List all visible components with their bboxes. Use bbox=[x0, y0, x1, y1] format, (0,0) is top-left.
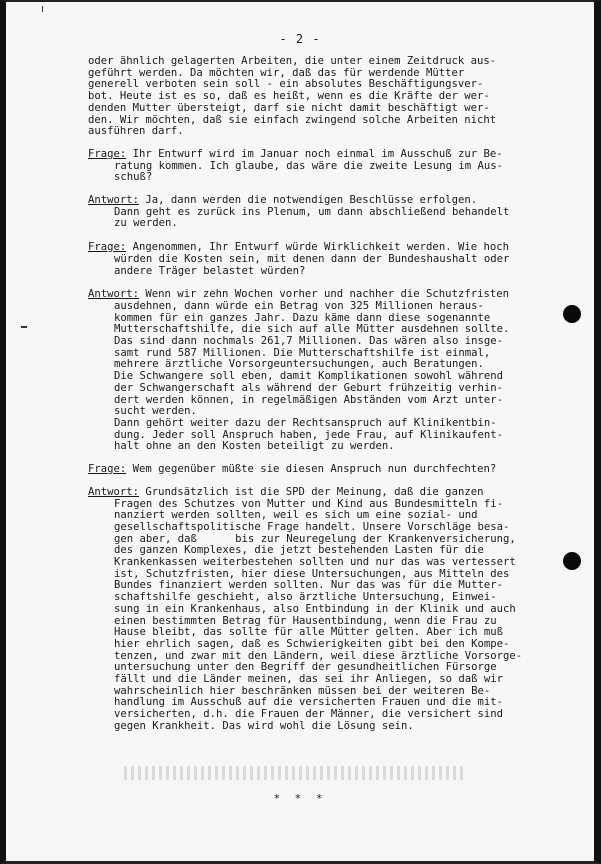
speaker-marker: Frage: bbox=[88, 147, 127, 160]
line-text: Wenn wir zehn Wochen vorher und nachher die Schutzfristen bbox=[145, 288, 509, 301]
text-line: Dann gehört weiter dazu der Rechtsanspruch auf Klinikentbin- bbox=[114, 416, 497, 429]
text-line: versicherten, d.h. die Frauen der Männer, die versichert sind bbox=[114, 708, 504, 721]
text-line: samt rund 587 Millionen. Die Mutterschaftshilfe ist einmal, bbox=[114, 346, 491, 359]
speaker-marker: Frage: bbox=[88, 241, 127, 254]
margin-mark bbox=[21, 326, 27, 328]
text-line: sucht werden. bbox=[114, 405, 197, 418]
question-block bbox=[88, 464, 578, 476]
text-line: Fragen des Schutzes von Mutter und Kind aus Bundesmitteln fi- bbox=[114, 497, 504, 510]
edge-mark bbox=[42, 6, 43, 12]
text-line: gen aber, daß bis zur Neuregelung der Krankenversicherung, bbox=[114, 532, 516, 545]
text-line: geführt werden. Da möchten wir, daß das für werdende Mütter bbox=[88, 66, 465, 79]
text-line: andere Träger belastet würden? bbox=[114, 264, 306, 277]
text-line: Dann geht es zurück ins Plenum, um dann abschließend behandelt bbox=[114, 205, 510, 218]
text-line: kommen für ein ganzes Jahr. Dazu käme dann diese sogenannte bbox=[114, 311, 491, 324]
text-line bbox=[88, 487, 578, 499]
text-line: ausdehnen, dann würde ein Betrag von 325 Millionen heraus- bbox=[114, 299, 484, 312]
text-line: halt ohne an den Kosten beteiligt zu werden. bbox=[114, 440, 395, 453]
text-line: zu werden. bbox=[114, 217, 178, 230]
text-line: würden die Kosten sein, mit denen dann der Bundeshaushalt oder bbox=[114, 252, 510, 265]
text-line: generell verboten sein soll - ein absolutes Beschäftigungsver- bbox=[88, 78, 484, 91]
line-text: Wem gegenüber müßte sie diesen Anspruch nun durchfechten? bbox=[132, 463, 497, 476]
continuation-block bbox=[88, 56, 578, 138]
text-line: Das sind dann nochmals 261,7 Millionen. Das wären also insge- bbox=[114, 335, 504, 348]
answer-block bbox=[88, 195, 578, 230]
text-line bbox=[88, 464, 578, 476]
text-line: gegen Krankheit. Das wird wohl die Lösung sein. bbox=[114, 719, 414, 732]
text-line: fällt und die Länder meinen, das sei ihr Anliegen, so daß wir bbox=[114, 673, 504, 686]
text-line: hier ehrlich sagen, daß es Schwierigkeiten gibt bei den Kompe- bbox=[114, 637, 510, 650]
text-line: Die Schwangere soll eben, damit Komplikationen sowohl während bbox=[114, 370, 504, 383]
question-block bbox=[88, 242, 578, 277]
text-line: ist, Schutzfristen, hier diese Untersuchungen, aus Mitteln des bbox=[114, 567, 510, 580]
text-line: wahrscheinlich hier beschränken müssen bei der weiteren Be- bbox=[114, 684, 491, 697]
text-line: der Schwangerschaft als während der Geburt frühzeitig verhin- bbox=[114, 381, 504, 394]
answer-block bbox=[88, 487, 578, 733]
text-line: dung. Jeder soll Anspruch haben, jede Frau, auf Klinikaufent- bbox=[114, 428, 504, 441]
text-line: Krankenkassen weiterbestehen sollten und nur das was vertessert bbox=[114, 556, 516, 569]
text-line: den. Wir möchten, daß sie einfach zwingend solche Arbeiten nicht bbox=[88, 113, 497, 126]
text-line: tenzen, und zwar mit den Ländern, weil diese ärztliche Vorsorge- bbox=[114, 649, 523, 662]
answer-block bbox=[88, 289, 578, 453]
text-line: Hause bleibt, das sollte für alle Mütter gelten. Aber ich muß bbox=[114, 626, 504, 639]
text-line: Mutterschaftshilfe, die sich auf alle Mütter ausdehnen sollte. bbox=[114, 323, 510, 336]
text-line: gesellschaftspolitische Frage handelt. Unsere Vorschläge besa- bbox=[114, 520, 510, 533]
text-line: mehrere ärztliche Vorsorgeuntersuchungen, auch Beratungen. bbox=[114, 358, 484, 371]
text-line: schuß? bbox=[114, 171, 153, 184]
speaker-marker: Antwort: bbox=[88, 194, 140, 207]
page-number: - 2 - bbox=[279, 32, 321, 46]
line-text: Ja, dann werden die notwendigen Beschlüsse erfolgen. bbox=[145, 194, 478, 207]
text-line: nanziert werden sollten, weil es sich um eine sozial- und bbox=[114, 509, 478, 522]
punch-hole bbox=[563, 552, 581, 570]
text-line: bot. Heute ist es so, daß es heißt, wenn es die Kräfte der wer- bbox=[88, 90, 490, 103]
question-block bbox=[88, 149, 578, 184]
faded-text-smudge bbox=[124, 766, 464, 780]
line-text: Grundsätzlich ist die SPD der Meinung, daß die ganzen bbox=[145, 485, 484, 498]
text-line: einen bestimmten Betrag für Hausentbindung, wenn die Frau zu bbox=[114, 614, 497, 627]
speaker-marker: Antwort: bbox=[88, 485, 140, 498]
line-text: Ihr Entwurf wird im Januar noch einmal im Ausschuß zur Be- bbox=[132, 147, 503, 160]
speaker-marker: Frage: bbox=[88, 463, 127, 476]
text-line bbox=[88, 149, 578, 161]
text-line bbox=[88, 195, 578, 207]
text-line: Bundes finanziert werden sollten. Nur das was für die Mutter- bbox=[114, 579, 504, 592]
text-line: untersuchung unter den Begriff der gesundheitlichen Fürsorge bbox=[114, 661, 497, 674]
line-text: Angenommen, Ihr Entwurf würde Wirklichkeit werden. Wie hoch bbox=[132, 241, 509, 254]
text-line: oder ähnlich gelagerten Arbeiten, die unter einem Zeitdruck aus- bbox=[88, 55, 497, 67]
text-line: handlung im Ausschuß auf die versicherten Frauen und die mit- bbox=[114, 696, 504, 709]
section-separator: * * * bbox=[273, 792, 327, 805]
text-line: ausführen darf. bbox=[88, 125, 184, 138]
text-line: dert werden können, in regelmäßigen Abständen vom Arzt unter- bbox=[114, 393, 504, 406]
text-line: denden Mutter übersteigt, darf sie nicht damit beschäftigt wer- bbox=[88, 101, 490, 114]
text-line: schaftshilfe geschieht, also ärztliche Untersuchung, Einwei- bbox=[114, 591, 497, 604]
text-line: des ganzen Komplexes, die jetzt bestehenden Lasten für die bbox=[114, 544, 484, 557]
punch-hole bbox=[563, 305, 581, 323]
text-line: sung in ein Krankenhaus, also Entbindung in der Klinik und auch bbox=[114, 602, 516, 615]
text-line: ratung kommen. Ich glaube, das wäre die zweite Lesung im Aus- bbox=[114, 159, 504, 172]
speaker-marker: Antwort: bbox=[88, 288, 140, 301]
interview-transcript bbox=[88, 56, 578, 733]
